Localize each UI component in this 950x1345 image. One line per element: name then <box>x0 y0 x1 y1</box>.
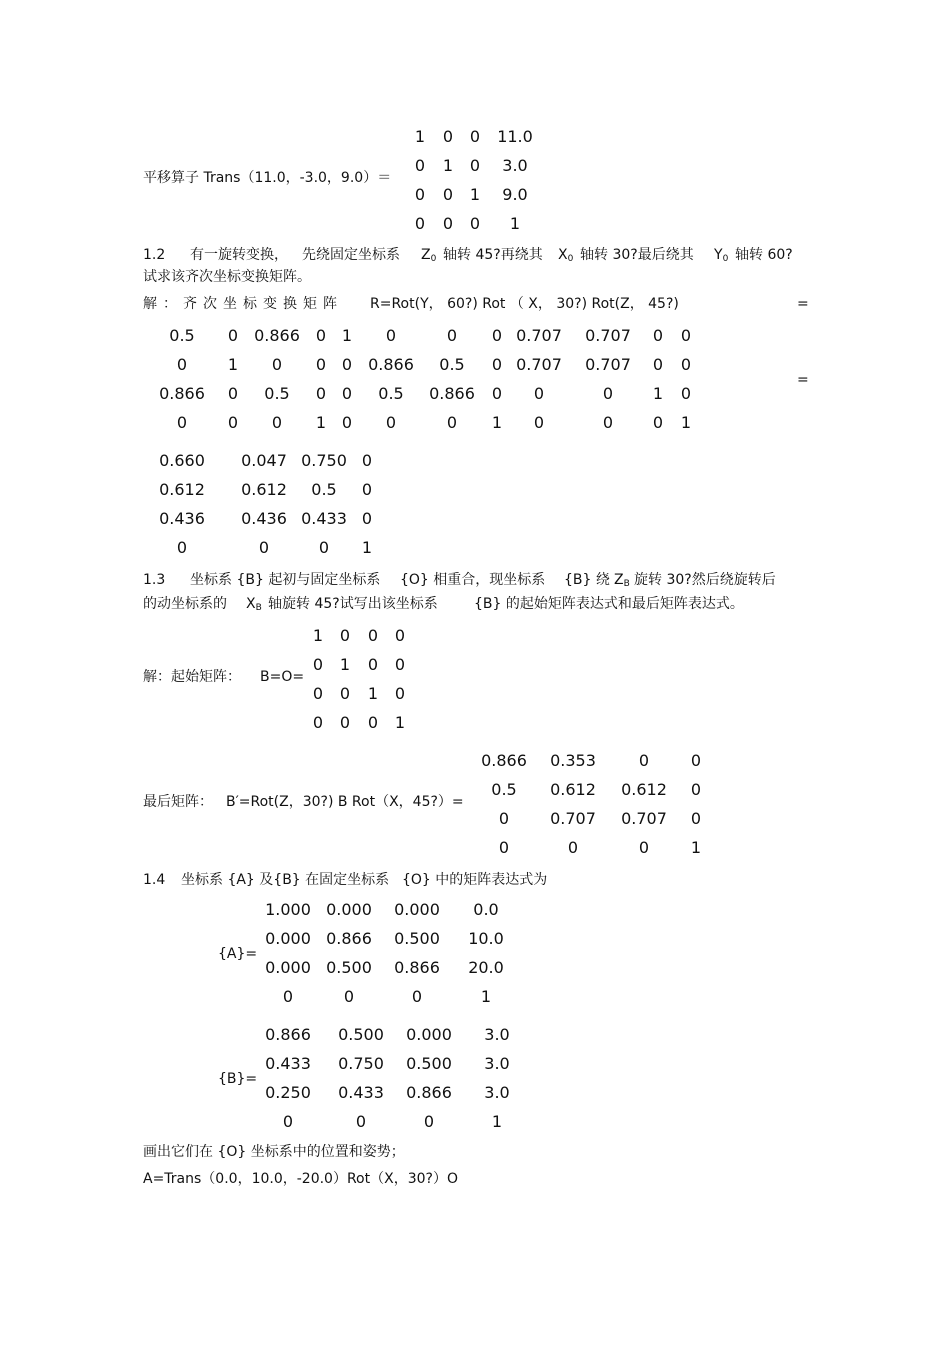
problem-1-2-axis: $Y_0$ <box>714 247 729 264</box>
matrix-cell: 0 <box>176 538 188 557</box>
matrix-cell: 0.433 <box>338 1083 384 1102</box>
matrix-cell: 1 <box>491 1112 503 1131</box>
matrix-cell: 0 <box>282 1112 294 1131</box>
matrix-cell: 0 <box>567 838 579 857</box>
matrix-cell: 0 <box>498 809 510 828</box>
problem-1-2-text: 轴转 45?再绕其 <box>443 247 543 263</box>
matrix-cell: 0 <box>469 127 481 146</box>
problem-1-3-text: {B} 的起始矩阵表达式和最后矩阵表达式。 <box>474 596 744 612</box>
matrix-cell: 0.612 <box>159 480 205 499</box>
start-matrix-expr: B=O= <box>260 669 305 685</box>
matrix-cell: 0 <box>271 355 283 374</box>
matrix-cell: 1 <box>469 185 481 204</box>
matrix-cell: 0.707 <box>516 326 562 345</box>
matrix-cell: 0.750 <box>301 451 347 470</box>
matrix-cell: 0.866 <box>265 1025 311 1044</box>
matrix-cell: 0 <box>652 326 664 345</box>
matrix-cell: 0 <box>318 538 330 557</box>
matrix-cell: 0.707 <box>516 355 562 374</box>
matrix-cell: 1 <box>227 355 239 374</box>
matrix-cell: 0 <box>446 413 458 432</box>
matrix-cell: 0.866 <box>429 384 475 403</box>
matrix-cell: 0.500 <box>394 929 440 948</box>
matrix-cell: 0 <box>423 1112 435 1131</box>
problem-1-2-text: 轴转 60? <box>735 247 793 263</box>
matrix-cell: 0 <box>446 326 458 345</box>
matrix-cell: 0 <box>491 384 503 403</box>
matrix-cell: 0.707 <box>585 355 631 374</box>
matrix-cell: 0 <box>312 713 324 732</box>
matrix-cell: 0 <box>638 838 650 857</box>
matrix-cell: 0 <box>680 384 692 403</box>
matrix-cell: 0 <box>385 326 397 345</box>
matrix-cell: 0 <box>394 655 406 674</box>
matrix-cell: 0 <box>469 156 481 175</box>
problem-1-2-axis: $X_0$ <box>558 247 574 264</box>
matrix-cell: 0 <box>690 751 702 770</box>
problem-1-3-text: 轴旋转 45?试写出该坐标系 <box>268 596 438 612</box>
matrix-cell: 0 <box>176 413 188 432</box>
matrix-cell: 3.0 <box>484 1025 510 1044</box>
matrix-cell: 0.353 <box>550 751 596 770</box>
problem-1-3-text: {B} 绕 <box>564 572 610 588</box>
matrix-cell: 0.047 <box>241 451 287 470</box>
matrix-cell: 0.000 <box>326 900 372 919</box>
matrix-cell: 0.5 <box>378 384 404 403</box>
matrix-cell: 0 <box>442 214 454 233</box>
equals-sign: = <box>797 296 809 312</box>
matrix-cell: 0 <box>355 1112 367 1131</box>
matrix-cell: 0 <box>315 384 327 403</box>
matrix-cell: 1 <box>339 655 351 674</box>
matrix-cell: 0.866 <box>406 1083 452 1102</box>
matrix-cell: 0 <box>394 684 406 703</box>
matrix-cell: 0.500 <box>338 1025 384 1044</box>
matrix-cell: 0.660 <box>159 451 205 470</box>
matrix-cell: 1 <box>652 384 664 403</box>
problem-1-2-question: 试求该齐次坐标变换矩阵。 <box>143 269 311 285</box>
matrix-cell: 0.433 <box>301 509 347 528</box>
matrix-cell: 0 <box>227 384 239 403</box>
matrix-cell: 3.0 <box>484 1083 510 1102</box>
matrix-cell: 0.000 <box>406 1025 452 1044</box>
matrix-b-label: {B}= <box>218 1071 258 1087</box>
matrix-cell: 20.0 <box>468 958 504 977</box>
matrix-cell: 0 <box>361 451 373 470</box>
matrix-cell: 0.436 <box>241 509 287 528</box>
problem-1-3-number: 1.3 <box>143 572 166 588</box>
matrix-cell: 1 <box>442 156 454 175</box>
matrix-cell: 0 <box>341 413 353 432</box>
problem-1-2-number: 1.2 <box>143 247 166 263</box>
matrix-cell: 0 <box>690 809 702 828</box>
matrix-cell: 0 <box>343 987 355 1006</box>
matrix-cell: 0.866 <box>394 958 440 977</box>
matrix-cell: 3.0 <box>484 1054 510 1073</box>
matrix-cell: 0.5 <box>264 384 290 403</box>
problem-1-3-axis: $X_B$ <box>246 596 262 613</box>
matrix-cell: 0.000 <box>394 900 440 919</box>
matrix-cell: 0 <box>491 326 503 345</box>
matrix-cell: 0 <box>367 655 379 674</box>
matrix-cell: 0 <box>414 156 426 175</box>
matrix-a-label: {A}= <box>218 946 258 962</box>
problem-1-4-number: 1.4 <box>143 872 166 888</box>
matrix-cell: 0 <box>385 413 397 432</box>
matrix-cell: 0 <box>227 326 239 345</box>
matrix-cell: 0.5 <box>439 355 465 374</box>
final-matrix-label: 最后矩阵： <box>143 794 213 810</box>
matrix-cell: 0.866 <box>481 751 527 770</box>
equals-sign: = <box>797 372 809 388</box>
matrix-cell: 0 <box>361 509 373 528</box>
matrix-cell: 0 <box>227 413 239 432</box>
start-matrix-label: 解：起始矩阵： <box>143 669 241 685</box>
solution-expression: R=Rot(Y， 60?) Rot （ X， 30?) Rot(Z， 45?) <box>370 296 679 312</box>
matrix-cell: 0.866 <box>326 929 372 948</box>
problem-1-3-text: {O} 相重合，现坐标系 <box>400 572 546 588</box>
matrix-cell: 0 <box>361 480 373 499</box>
matrix-cell: 0.0 <box>473 900 499 919</box>
matrix-cell: 0 <box>394 626 406 645</box>
matrix-cell: 0 <box>315 326 327 345</box>
matrix-cell: 1 <box>394 713 406 732</box>
matrix-cell: 0.750 <box>338 1054 384 1073</box>
matrix-cell: 0 <box>533 413 545 432</box>
matrix-cell: 0 <box>339 713 351 732</box>
matrix-cell: 0 <box>652 355 664 374</box>
matrix-cell: 0 <box>442 127 454 146</box>
matrix-cell: 1 <box>491 413 503 432</box>
matrix-cell: 1 <box>509 214 521 233</box>
solution-label: 解：齐次坐标变换矩阵 <box>143 296 343 312</box>
trans-rot-expression: A=Trans（0.0，10.0，-20.0）Rot（X，30?）O <box>143 1171 458 1187</box>
matrix-cell: 0 <box>638 751 650 770</box>
matrix-cell: 0 <box>414 214 426 233</box>
matrix-cell: 1 <box>361 538 373 557</box>
matrix-cell: 1 <box>480 987 492 1006</box>
problem-1-3-text: 坐标系 {B} 起初与固定坐标系 <box>190 572 381 588</box>
problem-1-2-text: 先绕固定坐标系 <box>302 247 400 263</box>
matrix-cell: 0 <box>312 655 324 674</box>
matrix-cell: 0 <box>680 326 692 345</box>
matrix-cell: 0 <box>533 384 545 403</box>
matrix-cell: 0 <box>602 413 614 432</box>
matrix-cell: 0 <box>491 355 503 374</box>
matrix-cell: 0.5 <box>311 480 337 499</box>
matrix-cell: 0 <box>367 626 379 645</box>
matrix-cell: 0.500 <box>406 1054 452 1073</box>
problem-1-4-text: 坐标系 {A} 及{B} 在固定坐标系 <box>181 872 390 888</box>
matrix-cell: 3.0 <box>502 156 528 175</box>
matrix-cell: 1.000 <box>265 900 311 919</box>
matrix-cell: 10.0 <box>468 929 504 948</box>
matrix-cell: 0.436 <box>159 509 205 528</box>
matrix-cell: 0 <box>680 355 692 374</box>
matrix-cell: 0.433 <box>265 1054 311 1073</box>
matrix-cell: 0 <box>258 538 270 557</box>
matrix-cell: 1 <box>367 684 379 703</box>
matrix-cell: 0 <box>498 838 510 857</box>
matrix-cell: 0.707 <box>621 809 667 828</box>
matrix-cell: 0 <box>341 384 353 403</box>
matrix-cell: 0 <box>282 987 294 1006</box>
matrix-cell: 1 <box>680 413 692 432</box>
matrix-cell: 0.5 <box>169 326 195 345</box>
matrix-cell: 0.612 <box>621 780 667 799</box>
matrix-cell: 0.612 <box>550 780 596 799</box>
matrix-cell: 1 <box>414 127 426 146</box>
matrix-cell: 11.0 <box>497 127 533 146</box>
problem-1-2-text: 有一旋转变换， <box>190 247 288 263</box>
matrix-cell: 1 <box>312 626 324 645</box>
matrix-cell: 0 <box>339 626 351 645</box>
final-matrix-expr: B′=Rot(Z，30?) B Rot（X，45?）= <box>226 794 464 810</box>
matrix-cell: 0 <box>442 185 454 204</box>
problem-1-3-axis: $Z_B$ <box>614 572 630 589</box>
matrix-cell: 0 <box>602 384 614 403</box>
matrix-cell: 9.0 <box>502 185 528 204</box>
problem-1-2-text: 轴转 30?最后绕其 <box>580 247 694 263</box>
problem-1-3-text: 旋转 30?然后绕旋转后 <box>634 572 776 588</box>
matrix-cell: 0.866 <box>159 384 205 403</box>
matrix-cell: 0 <box>176 355 188 374</box>
matrix-cell: 0.707 <box>585 326 631 345</box>
matrix-cell: 1 <box>690 838 702 857</box>
matrix-cell: 0 <box>315 355 327 374</box>
problem-1-2-axis: $Z_0$ <box>421 247 437 264</box>
matrix-cell: 1 <box>315 413 327 432</box>
matrix-cell: 0 <box>411 987 423 1006</box>
draw-instruction: 画出它们在 {O} 坐标系中的位置和姿势； <box>143 1144 405 1160</box>
matrix-cell: 0.000 <box>265 958 311 977</box>
problem-1-3-text: 的动坐标系的 <box>143 596 227 612</box>
matrix-cell: 0.707 <box>550 809 596 828</box>
matrix-cell: 0 <box>652 413 664 432</box>
matrix-cell: 0 <box>367 713 379 732</box>
problem-1-4-text: {O} 中的矩阵表达式为 <box>402 872 548 888</box>
matrix-cell: 0 <box>312 684 324 703</box>
matrix-cell: 0.612 <box>241 480 287 499</box>
matrix-cell: 0 <box>341 355 353 374</box>
matrix-cell: 0.5 <box>491 780 517 799</box>
matrix-cell: 1 <box>341 326 353 345</box>
matrix-cell: 0 <box>469 214 481 233</box>
matrix-cell: 0 <box>271 413 283 432</box>
matrix-cell: 0.250 <box>265 1083 311 1102</box>
matrix-cell: 0.000 <box>265 929 311 948</box>
matrix-cell: 0.866 <box>368 355 414 374</box>
matrix-cell: 0 <box>690 780 702 799</box>
matrix-cell: 0 <box>414 185 426 204</box>
matrix-cell: 0.500 <box>326 958 372 977</box>
matrix-cell: 0.866 <box>254 326 300 345</box>
trans-label: 平移算子 Trans（11.0，-3.0，9.0）＝ <box>143 170 392 186</box>
matrix-cell: 0 <box>339 684 351 703</box>
